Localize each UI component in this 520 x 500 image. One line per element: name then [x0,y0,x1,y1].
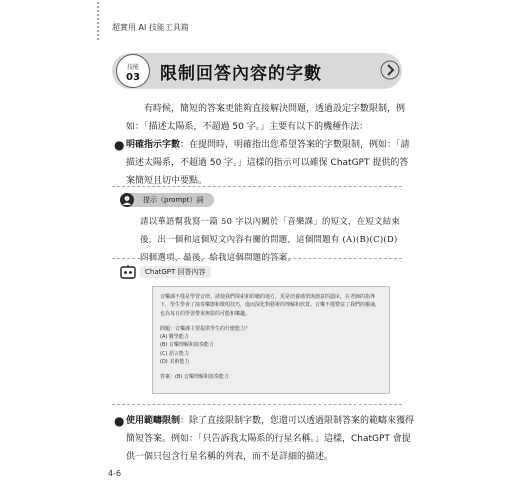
divider [112,258,402,259]
prompt-badge-label: 提示（prompt）詞 [143,196,204,204]
divider [112,186,402,187]
running-head: 超實用 AI 技能工具箱 [112,23,189,32]
prompt-text: 請以華語幫我寫一篇 50 字以內關於「音樂課」的短文，在短文結束後，出一個和這個短文內容有關的問題，這個問題有 (A)(B)(C)(D) 四個選項，最後，給我這個問題的答案。 [140,216,401,262]
divider [112,404,402,405]
answer-option: (C) 語言能力 [160,350,189,357]
answer-option: (D) 美術能力 [160,359,190,366]
bullet-scope-limit [114,412,416,466]
person-icon [120,193,134,207]
chevron-right-icon [380,60,400,80]
chatgpt-badge-label: ChatGPT 回答內容 [140,266,211,278]
answer-question: 問題：音樂課主要提供學生的什麼能力？ [160,325,251,332]
page-number: 4-6 [108,469,122,478]
section-title: 限制回答內容的字數 [160,64,322,84]
tip-label: 技能 [126,64,139,71]
bullet-explicit-word-count [114,136,416,190]
robot-icon [120,265,136,279]
answer-option: (A) 數學能力 [160,334,189,341]
answer-paragraph: 音樂課不僅是學習音律，誘使我們探索和聆聽的地方，更是培養感情與創意的溫床。在老師的指導下，學生學會了演奏樂器和歌唱技巧，進而深化對藝術的理解和欣賞。音樂不僅豐富了我們的靈魂，也為每日的學習帶來無限的可能和樂趣。 [160,294,381,317]
bullet-dot-icon: ● [114,138,125,152]
intro-paragraph: 有時候，簡短的答案更能夠直接解決問題，透過設定字數限制，例如：「描述太陽系，不超過 50 字。」主要有以下的機種作法： [126,104,406,132]
bullet-text: ：在提問時，明確指出您希望答案的字數限制，例如：「請描述太陽系，不超過 50 字。」這樣的指示可以確保 ChatGPT 提供的答案簡短且切中要點。 [126,140,410,186]
prompt-badge [120,193,214,207]
bullet-term: 明確指示字數 [126,140,181,150]
bullet-dot-icon: ● [114,414,125,428]
chatgpt-answer-box [152,286,390,394]
answer-key: 答案：(B) 音樂理解和演奏能力 [160,374,229,381]
tip-number-badge [116,54,150,88]
answer-option: (B) 音樂理解和演奏能力 [160,342,214,349]
bullet-term: 使用範疇限制 [126,416,181,426]
chatgpt-badge [120,265,211,279]
tip-number: 03 [126,72,140,83]
decorative-dots [96,2,100,44]
bullet-text: ：除了直接限制字數，您還可以透過限制答案的範疇來獲得簡短答案。例如：「只告訴我太陽系的行星名稱。」這樣，ChatGPT 會提供一個只包含行星名稱的列表，而不是詳細的描述。 [126,416,415,462]
